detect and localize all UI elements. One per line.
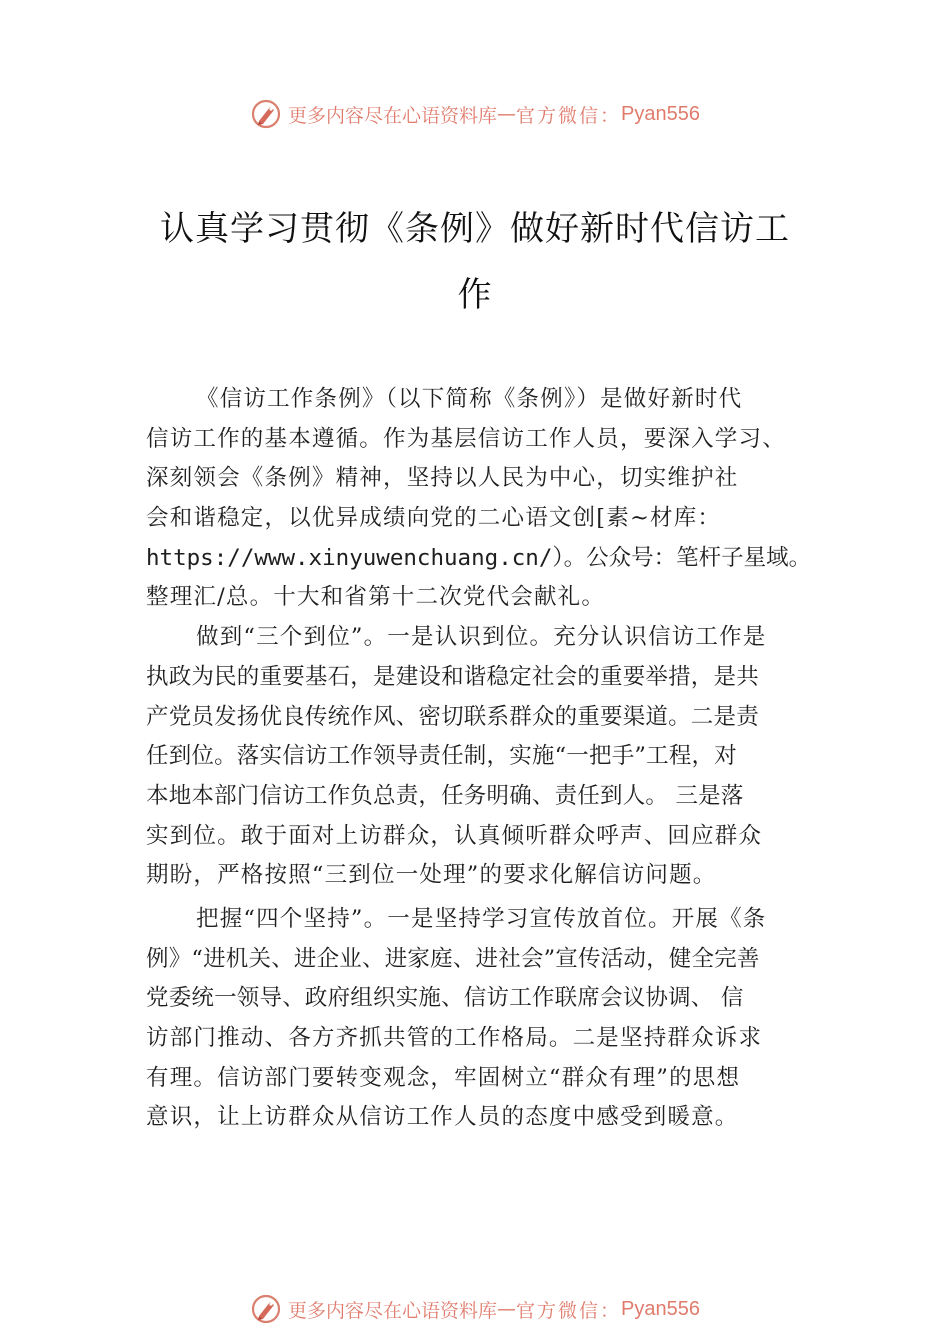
- paragraph-3: [146, 900, 836, 1138]
- paragraph-line: 任到位。落实信访工作领导责任制，实施“一把手”工程，对: [146, 743, 737, 770]
- document-title: [140, 196, 810, 328]
- banner-separator: —: [497, 103, 517, 125]
- paragraph-line: 信访工作的基本遵循。作为基层信访工作人员，要深入学习、: [146, 425, 786, 452]
- paragraph-line: 意识，让上访群众从信访工作人员的态度中感受到暖意。: [146, 1104, 739, 1131]
- document-body: [146, 380, 836, 1138]
- paragraph-line: 把握“四个坚持”。一是坚持学习宣传放首位。开展《条: [196, 905, 767, 932]
- paragraph-line: 例》“进机关、进企业、进家庭、进社会”宣传活动，健全完善: [146, 945, 760, 972]
- paragraph-line: 会和谐稳定，以优异成绩向党的二心语文创[素~材库：: [146, 505, 722, 532]
- header-banner: [0, 94, 950, 134]
- paragraph-line: 有理。信访部门要转变观念，牢固树立“群众有理”的思想: [146, 1064, 741, 1091]
- pen-nib-logo-icon: [250, 1293, 282, 1325]
- banner-wechat-id: Pyan556: [621, 1297, 700, 1320]
- paragraph-line: 访部门推动、各方齐抓共管的工作格局。二是坚持群众诉求: [146, 1025, 763, 1051]
- title-line-1: 认真学习贯彻《条例》做好新时代信访工: [160, 209, 790, 249]
- paragraph-2: [146, 618, 836, 896]
- banner-wechat-label: 官方微信：: [516, 104, 622, 127]
- paragraph-line: 期盼，严格按照“三到位一处理”的要求化解信访问题。: [146, 862, 717, 889]
- paragraph-line: 产党员发扬优良传统作风、密切联系群众的重要渠道。二是责: [146, 703, 759, 730]
- paragraph-line-url: https://www.xinyuwenchuang.cn/）。公众号：笔杆子星域。: [146, 544, 812, 571]
- paragraph-line: 深刻领会《条例》精神，坚持以人民为中心，切实维护社: [146, 465, 739, 492]
- title-line-2: 作: [457, 275, 493, 315]
- paragraph-line: 本地本部门信访工作负总责，任务明确、责任到人。 三是落: [146, 782, 744, 809]
- banner-wechat-id: Pyan556: [621, 102, 700, 125]
- paragraph-line: 执政为民的重要基石，是建设和谐稳定社会的重要举措，是共: [146, 663, 759, 690]
- banner-wechat-label: 官方微信：: [516, 1299, 622, 1322]
- pen-nib-logo-icon: [250, 98, 282, 130]
- banner-brand-text: 更多内容尽在心语资料库: [288, 1299, 498, 1322]
- paragraph-line: 实到位。敢于面对上访群众，认真倾听群众呼声、回应群众: [146, 822, 763, 849]
- banner-separator: —: [497, 1298, 517, 1320]
- paragraph-line: 做到“三个到位”。一是认识到位。充分认识信访工作是: [196, 624, 767, 651]
- paragraph-line: 《信访工作条例》（以下简称《条例》）是做好新时代: [196, 386, 743, 412]
- paragraph-line: 党委统一领导、政府组织实施、信访工作联席会议协调、 信: [146, 985, 744, 1012]
- paragraph-line: 整理汇/总。十大和省第十二次党代会献礼。: [146, 584, 606, 611]
- footer-banner: [0, 1289, 950, 1329]
- banner-brand-text: 更多内容尽在心语资料库: [288, 104, 498, 127]
- paragraph-1: [146, 380, 836, 618]
